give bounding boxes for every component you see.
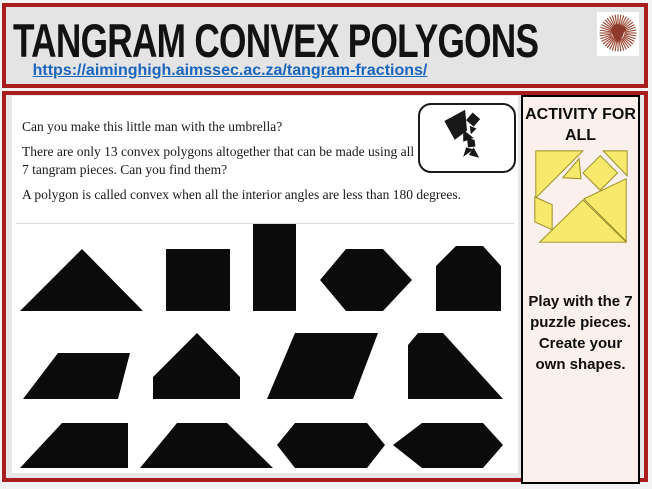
tangram-parallelogram (535, 197, 552, 230)
page-title: TANGRAM CONVEX POLYGONS (13, 14, 539, 67)
polygon-triangle (20, 249, 143, 311)
polygon-trapezoid-isosceles (140, 423, 273, 468)
polygon-hexagon-chamfered (436, 246, 501, 311)
polygon-parallelogram (267, 333, 378, 399)
activity-sidebar (521, 95, 640, 484)
polygon-hexagon-long-1 (277, 423, 385, 468)
polygon-hexagon-long-2 (393, 423, 503, 468)
polygon-trapezoid-obtuse (23, 353, 130, 399)
polygon-pentagon-ramp (408, 333, 503, 399)
question-line: Can you make this little man with the umbrella? (22, 119, 283, 134)
challenge-line: There are only 13 convex polygons altogether that can be made using all 7 tangram pieces. Can you find them? (22, 144, 415, 177)
polygon-pentagon-house (153, 333, 240, 399)
polygon-hexagon-wide (320, 249, 412, 311)
definition-line: A polygon is called convex when all the interior angles are less than 180 degrees. (22, 187, 461, 202)
tangram-square-image (531, 145, 631, 249)
polygon-square (166, 249, 230, 311)
activity-instructions: Play with the 7 puzzle pieces. Create your own shapes. (528, 293, 633, 373)
polygon-trapezoid-right (20, 423, 128, 468)
tangram-fractions-link[interactable]: https://aiminghigh.aimssec.ac.za/tangram-fractions/ (32, 62, 428, 79)
activity-heading: ACTIVITY FOR ALL (525, 106, 636, 144)
polygon-tall-rectangle (253, 224, 296, 311)
